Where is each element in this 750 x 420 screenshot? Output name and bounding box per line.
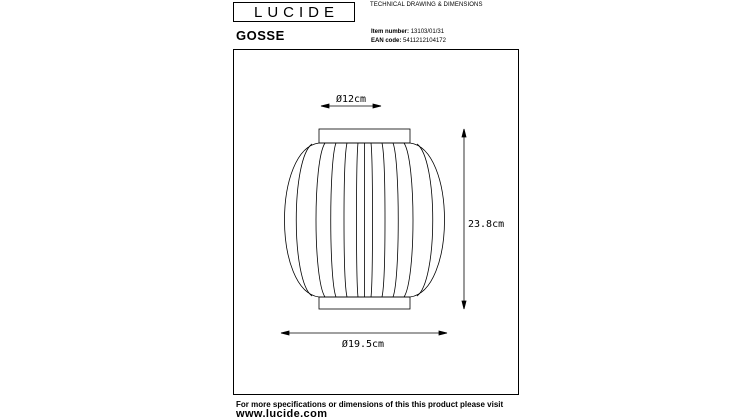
ean-code-value: 5411212104172 <box>403 38 446 44</box>
height-label: 23.8cm <box>468 219 505 230</box>
item-number-label: Item number: <box>371 29 410 35</box>
technical-drawing <box>233 49 519 395</box>
document-type: TECHNICAL DRAWING & DIMENSIONS <box>370 2 483 8</box>
shade-ribs <box>296 143 433 297</box>
item-number-row <box>371 28 446 37</box>
bottom-diameter-label: Ø19.5cm <box>341 339 385 350</box>
ceiling-cap <box>319 129 410 143</box>
item-number-value: 13103/01/31 <box>410 29 445 35</box>
brand-logo <box>233 2 355 22</box>
product-meta <box>371 28 446 46</box>
bottom-ring <box>319 297 410 309</box>
top-diameter-label: Ø12cm <box>335 94 367 105</box>
bottom-diameter-dimension <box>281 331 447 335</box>
height-dimension <box>462 129 466 309</box>
website-link[interactable]: www.lucide.com <box>236 408 328 420</box>
brand-name: LUCIDE <box>253 3 339 21</box>
product-title: GOSSE <box>236 28 285 43</box>
lantern-shade <box>285 143 445 297</box>
ean-code-label: EAN code: <box>371 38 402 44</box>
footer-note: For more specifications or dimensions of this this product please visit <box>236 400 504 409</box>
ean-code-row <box>371 37 446 46</box>
